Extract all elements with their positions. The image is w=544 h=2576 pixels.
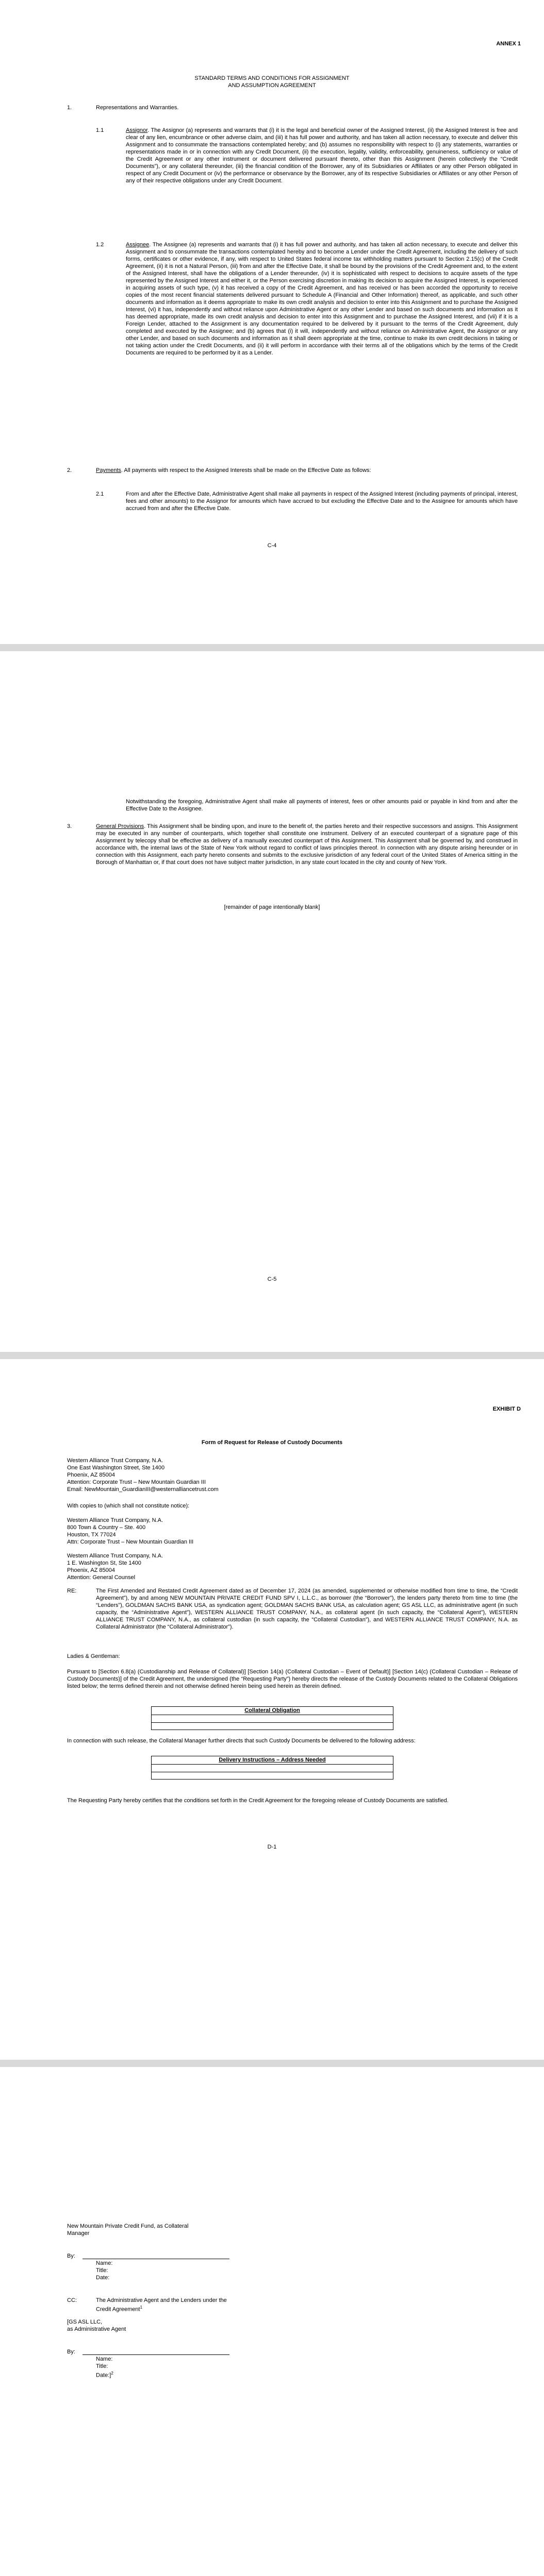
section-1-title: Representations and Warranties. xyxy=(96,105,179,111)
address-line: Western Alliance Trust Company, N.A. xyxy=(67,1458,163,1464)
delivery-instructions-table xyxy=(151,1756,393,1780)
section-1-2-heading: Assignee xyxy=(126,242,150,248)
section-2-paragraph xyxy=(96,467,518,474)
section-1-2-number: 1.2 xyxy=(96,242,104,248)
address-line: Attention: General Counsel xyxy=(67,1574,136,1581)
section-3-text: . This Assignment shall be binding upon, and inure to the benefit of, the parties hereto and their respective successors and assigns. This Assignment may be executed in any number of counterparts, which together shall constitute one instrument. Delivery of an executed counterpart of a signature page of this Assignment by telecopy shall be effective as delivery of a manually executed counterpart of this Assignment. This Assignment shall be governed by, and construed in accordance with, the internal laws of the State of New York without regard to conflict of laws principles thereof. In connection with any dispute arising hereunder or in connection with this Assignment, each party hereto consents and submits to the exclusive jurisdiction of any federal court of the United States of America sitting in the Borough of Manhattan or, if that court does not have subject matter jurisdiction, in any state court located in the city and county of New York. xyxy=(96,823,518,866)
page-separator xyxy=(0,1352,544,1359)
address-block-counsel xyxy=(67,1552,163,1581)
section-3-paragraph xyxy=(96,823,518,866)
address-line: 800 Town & Country – Ste. 400 xyxy=(67,1524,146,1531)
signature-line xyxy=(83,2354,229,2355)
section-3-heading: General Provisions xyxy=(96,823,144,829)
section-1-1-paragraph xyxy=(126,127,518,184)
sig-date-label: Date:] xyxy=(96,2372,111,2379)
page-separator xyxy=(0,644,544,651)
re-label: RE: xyxy=(67,1588,77,1594)
page-d2 xyxy=(0,2067,544,2576)
page-separator xyxy=(0,2060,544,2067)
blank-page-note: [remainder of page intentionally blank] xyxy=(224,904,320,910)
cc-text-block xyxy=(96,2297,235,2313)
table-row xyxy=(152,1715,393,1723)
section-2-1-number: 2.1 xyxy=(96,491,104,497)
address-block-houston xyxy=(67,1517,193,1546)
payment-in-kind-paragraph: Notwithstanding the foregoing, Administrative Agent shall make all payments of interest, fees or other amounts paid or payable in kind from and after the Effective Date to the Assignee. xyxy=(126,799,518,812)
table-row xyxy=(152,1765,393,1772)
pursuant-paragraph: Pursuant to [Section 6.8(a) (Custodianship and Release of Collateral)] [Section 14(a) (Collateral Custodian – Event of Default)] [Section 14(c) (Collateral Custodian – Release of Custody Documents)] of the Credit Agreement, the undersigned (the “Requesting Party”) hereby directs the release of the Custody Documents related to the Collateral Obligations listed below; the terms defined therein and not otherwise defined herein being used herein as therein defined. xyxy=(67,1669,518,1689)
page-number-c4: C-4 xyxy=(267,543,277,549)
page-number-c5: C-5 xyxy=(267,1276,277,1282)
section-2-1-text: From and after the Effective Date, Administrative Agent shall make all payments in respect of the Assigned Interest (including payments of principal, interest, fees and other amounts) to the Assignor for amounts which have accrued to but excluding the Effective Date and to the Assignee for amounts which have accrued from and after the Effective Date. xyxy=(126,491,518,512)
copies-note: With copies to (which shall not constitute notice): xyxy=(67,1503,190,1509)
page-c5 xyxy=(0,651,544,1352)
address-line: 1 E. Washington St, Ste 1400 xyxy=(67,1560,141,1566)
address-line: Attn: Corporate Trust – New Mountain Guardian III xyxy=(67,1539,194,1545)
annex-title-line1: STANDARD TERMS AND CONDITIONS FOR ASSIGNMENT xyxy=(194,75,350,81)
footnote-ref-2: 2 xyxy=(111,2371,113,2376)
address-line: Phoenix, AZ 85004 xyxy=(67,1472,115,1478)
collateral-obligation-header: Collateral Obligation xyxy=(152,1707,393,1715)
cc-label: CC: xyxy=(67,2297,77,2303)
sig-name-label: Name: xyxy=(96,2260,113,2266)
annex-label: ANNEX 1 xyxy=(496,41,521,47)
delivery-instructions-header: Delivery Instructions – Address Needed xyxy=(152,1756,393,1765)
section-1-2-text: . The Assignee (a) represents and warrants that (i) it has full power and authority, and has taken all action necessary, to execute and deliver this Assignment and to consummate the transactions contemplated hereby and to become a Lender under the Credit Agreement, including the delivery of such forms, certificates or other evidence, if any, with respect to United States federal income tax withholding matters pursuant to Section 2.15(c) of the Credit Agreement, (ii) it is not a Natural Person, (iii) from and after the Effective Date, it shall be bound by the provisions of the Credit Agreement and, to the extent of the Assigned Interest, shall have the obligations of a Lender thereunder, (iv) it is sophisticated with respect to decisions to acquire assets of the type represented by the Assigned Interest and either it, or the Person exercising discretion in making its decision to acquire the Assigned Interest, is experienced in acquiring assets of such type, (v) it has received a copy of the Credit Agreement, and has received or has been accorded the opportunity to receive copies of the most recent financial statements delivered pursuant to Schedule A (Financial and Other Information) thereof, as applicable, and such other documents and information as it deems appropriate to make its own credit analysis and decision to enter into this Assignment and to purchase the Assigned Interest, (vi) it has, independently and without reliance upon Administrative Agent or any other Lender and based on such documents and information as it has deemed appropriate, made its own credit analysis and decision to enter into this Assignment and to purchase the Assigned Interest, and (vii) if it is a Foreign Lender, attached to the Assignment is any documentation required to be delivered by it pursuant to the terms of the Credit Agreement, duly completed and executed by the Assignee; and (b) agrees that (i) it will, independently and without reliance on Administrative Agent, the Assignor or any other Lender, and based on such documents and information as it shall deem appropriate at the time, continue to make its own credit decisions in taking or not taking action under the Credit Documents, and (ii) it will perform in accordance with their terms all of the obligations which by the terms of the Credit Documents are required to be performed by it as a Lender. xyxy=(126,242,518,356)
certify-paragraph: The Requesting Party hereby certifies that the conditions set forth in the Credit Agreement for the foregoing release of Custody Documents are satisfied. xyxy=(67,1798,449,1804)
entity-line: Manager xyxy=(67,2230,90,2236)
entity-line: New Mountain Private Credit Fund, as Collateral xyxy=(67,2223,189,2229)
address-line: Western Alliance Trust Company, N.A. xyxy=(67,1553,163,1559)
sig-title-label: Title: xyxy=(96,2267,108,2274)
page-number-d1: D-1 xyxy=(267,1844,277,1850)
section-2-heading: Payments xyxy=(96,467,121,473)
sig-name-label: Name: xyxy=(96,2356,113,2362)
address-block-primary xyxy=(67,1457,219,1493)
sig-date-block xyxy=(96,2370,113,2379)
table-row xyxy=(152,1772,393,1780)
address-line: Attention: Corporate Trust – New Mountain Guardian III xyxy=(67,1479,206,1485)
address-line: Email: NewMountain_GuardianIII@westernalliancetrust.com xyxy=(67,1486,219,1493)
re-paragraph: The First Amended and Restated Credit Agreement dated as of December 17, 2024 (as amended, supplemented or otherwise modified from time to time, the “Credit Agreement”), by and among NEW MOUNTAIN PRIVATE CREDIT FUND SPV I, L.L.C., as borrower (the “Borrower”), the lenders party thereto from time to time (the “Lenders”), GOLDMAN SACHS BANK USA, as syndication agent; GOLDMAN SACHS BANK USA, as calculation agent; GS ASL LLC, as administrative agent (in such capacity, the “Administrative Agent”), WESTERN ALLIANCE TRUST COMPANY, N.A., as collateral agent (in such capacity, the “Collateral Agent”), WESTERN ALLIANCE TRUST COMPANY, N.A., as collateral custodian (in such capacity, the “Collateral Custodian”), and WESTERN ALLIANCE TRUST COMPANY, N.A. as Collateral Administrator (the “Collateral Administrator”). xyxy=(96,1588,518,1630)
sig-by-label: By: xyxy=(67,2349,75,2355)
entity-line: as Administrative Agent xyxy=(67,2326,126,2332)
footnote-ref-1: 1 xyxy=(140,2305,143,2310)
section-1-number: 1. xyxy=(67,105,72,111)
section-1-1-heading: Assignor xyxy=(126,127,148,133)
address-line: Western Alliance Trust Company, N.A. xyxy=(67,1517,163,1523)
table-row xyxy=(152,1723,393,1730)
sig-title-label: Title: xyxy=(96,2363,108,2369)
collateral-obligation-table xyxy=(151,1706,393,1730)
sig-date-label: Date: xyxy=(96,2275,110,2281)
signatory-entity-administrative-agent xyxy=(67,2318,126,2333)
section-2-text: . All payments with respect to the Assigned Interests shall be made on the Effective Date as follows: xyxy=(121,467,371,473)
exhibit-label: EXHIBIT D xyxy=(492,1406,521,1412)
annex-title-line2: AND ASSUMPTION AGREEMENT xyxy=(228,82,316,89)
page-d1 xyxy=(0,1359,544,2060)
section-2-number: 2. xyxy=(67,467,72,473)
signatory-entity-collateral-manager xyxy=(67,2223,188,2237)
address-line: One East Washington Street, Ste 1400 xyxy=(67,1465,165,1471)
address-line: Houston, TX 77024 xyxy=(67,1532,116,1538)
page-c4 xyxy=(0,0,544,644)
section-1-1-number: 1.1 xyxy=(96,127,104,133)
section-1-2-paragraph xyxy=(126,241,518,357)
salutation: Ladies & Gentleman: xyxy=(67,1653,120,1659)
entity-line: [GS ASL LLC, xyxy=(67,2319,103,2325)
cc-text: The Administrative Agent and the Lenders under the Credit Agreement xyxy=(96,2297,227,2313)
exhibit-title: Form of Request for Release of Custody Documents xyxy=(201,1439,343,1446)
sig-by-label: By: xyxy=(67,2253,75,2259)
address-line: Phoenix, AZ 85004 xyxy=(67,1567,115,1573)
section-3-number: 3. xyxy=(67,823,72,829)
connection-paragraph: In connection with such release, the Collateral Manager further directs that such Custody Documents be delivered to the following address: xyxy=(67,1738,416,1744)
section-1-1-text: . The Assignor (a) represents and warrants that (i) it is the legal and beneficial owner of the Assigned Interest, (ii) the Assigned Interest is free and clear of any lien, encumbrance or other adverse claim, and (iii) it has full power and authority, and has taken all action necessary, to execute and deliver this Assignment and to consummate the transactions contemplated hereby; and (b) assumes no responsibility with respect to (i) any statements, warranties or representations made in or in connection with any Credit Document, (ii) the execution, legality, validity, enforceability, genuineness, sufficiency or value of the Credit Agreement or any other instrument or document delivered pursuant thereto, other than this Assignment (herein collectively the “Credit Documents”), or any collateral thereunder, (iii) the financial condition of the Borrower, any of its Subsidiaries or Affiliates or any other Person obligated in respect of any Credit Document or (iv) the performance or observance by the Borrower, any of its respective Subsidiaries or Affiliates or any other Person of any of their respective obligations under any Credit Document. xyxy=(126,127,518,184)
